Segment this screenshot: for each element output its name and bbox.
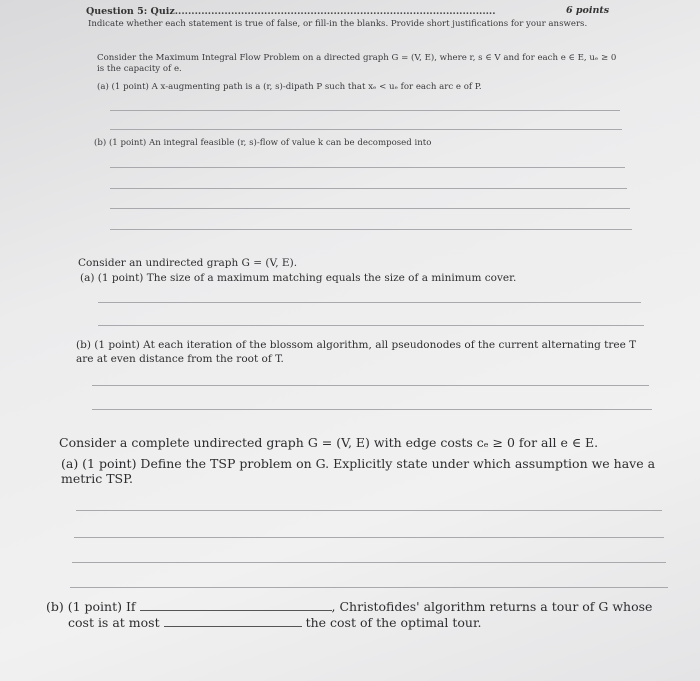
section3-part-a: (a) (1 point) Define the TSP problem on G. Explicitly state under which assumption we have a metric TSP.	[61, 456, 656, 486]
answer-line	[110, 167, 625, 168]
answer-line	[110, 229, 632, 230]
answer-line	[92, 409, 652, 410]
answer-line	[110, 129, 622, 130]
fill-in-blank-condition[interactable]	[140, 610, 332, 611]
part-b-cost-text: cost is at most	[68, 615, 160, 630]
section2-part-b: (b) (1 point) At each iteration of the blossom algorithm, all pseudonodes of the current alternating tree T are at even distance from the root of T.	[76, 339, 637, 365]
answer-line	[110, 110, 620, 111]
answer-line	[76, 510, 662, 511]
answer-line	[72, 562, 666, 563]
section2-part-a: (a) (1 point) The size of a maximum matching equals the size of a minimum cover.	[80, 272, 517, 284]
answer-line	[98, 325, 644, 326]
section1-part-b: (b) (1 point) An integral feasible (r, s)-flow of value k can be decomposed into	[94, 138, 432, 148]
answer-line	[98, 302, 641, 303]
answer-line	[74, 537, 664, 538]
part-b-prefix: (b) (1 point) If	[46, 599, 136, 614]
section1-intro: Consider the Maximum Integral Flow Problem on a directed graph G = (V, E), where r, s ∈ V and for each e ∈ E, uₑ ≥ 0 is the capacity of e.	[97, 53, 617, 74]
section3-intro: Consider a complete undirected graph G = (V, E) with edge costs cₑ ≥ 0 for all e ∈ E.	[59, 435, 599, 450]
part-b-suffix: the cost of the optimal tour.	[305, 615, 482, 630]
points-label: 6 points	[566, 5, 610, 16]
section2-intro: Consider an undirected graph G = (V, E).	[78, 257, 298, 269]
answer-line	[92, 385, 649, 386]
section3-part-b-line1	[46, 599, 652, 614]
answer-line	[110, 188, 627, 189]
question-title: Question 5: Quiz.................................................................................................	[86, 6, 496, 17]
section1-part-a: (a) (1 point) A x-augmenting path is a (r, s)-dipath P such that xₑ < uₑ for each arc e of P.	[97, 82, 482, 92]
answer-line	[110, 208, 630, 209]
section3-part-b-line2	[68, 615, 482, 630]
part-b-middle: , Christofides' algorithm returns a tour of G whose	[331, 599, 653, 614]
instructions: Indicate whether each statement is true of false, or fill-in the blanks. Provide short justifications for your answers.	[88, 19, 588, 29]
answer-line	[70, 587, 668, 588]
fill-in-blank-ratio[interactable]	[164, 626, 302, 627]
